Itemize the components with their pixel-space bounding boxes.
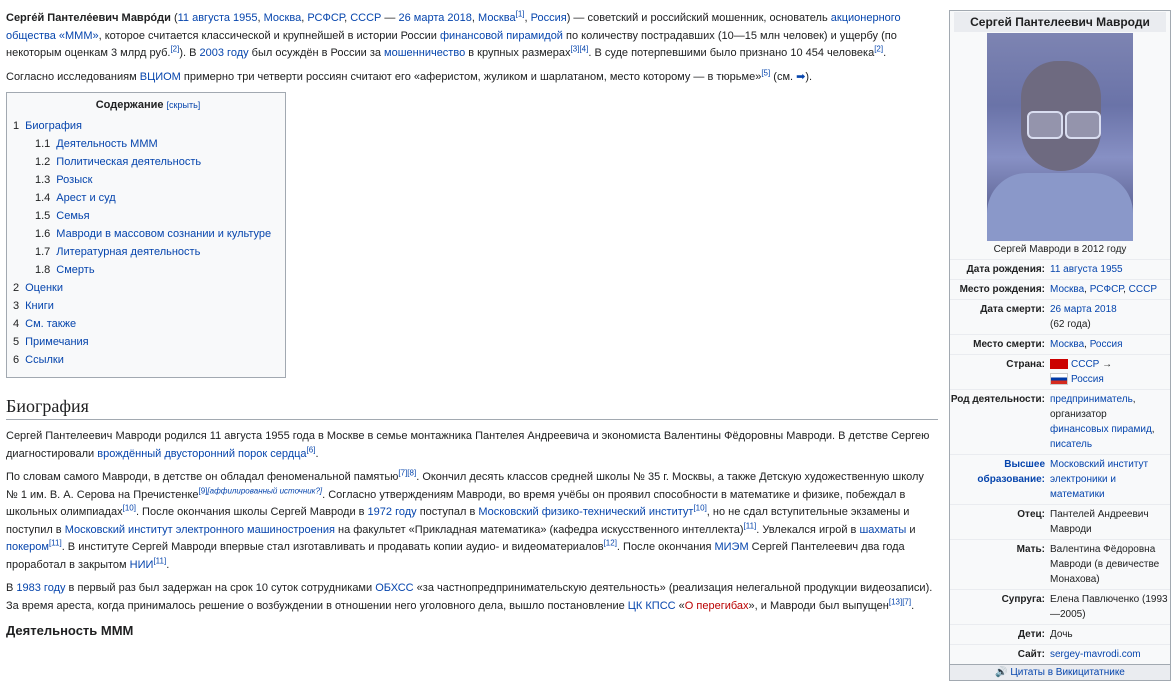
footnote-ref[interactable]: [7] xyxy=(902,596,912,606)
ussr-flag-icon xyxy=(1050,359,1068,369)
toc-item[interactable] xyxy=(13,171,283,189)
infobox-row xyxy=(950,279,1170,299)
toc-item-label: Оценки xyxy=(25,282,64,294)
toc-item[interactable] xyxy=(13,225,283,243)
text-run: . Согласно утверждениям Мавроди, во время учёбы он проявил способности в математике и физике, побеждал в школьных олимпиадах xyxy=(6,488,906,518)
wikiquote-link[interactable] xyxy=(950,664,1170,680)
toc-item-label: Мавроди в массовом сознании и культуре xyxy=(56,228,272,240)
inline-link[interactable]: врождённый двусторонний порок сердца xyxy=(97,447,307,460)
text-run: « xyxy=(675,599,685,612)
text-run: и xyxy=(906,523,916,536)
toc-item-number: 1.8 xyxy=(35,264,51,276)
toc-item[interactable] xyxy=(13,207,283,225)
text-run: (см. xyxy=(770,70,797,83)
infobox-row-value xyxy=(1050,507,1168,537)
bio-paragraph-3 xyxy=(6,580,938,615)
russia-flag-icon xyxy=(1050,373,1068,385)
footnote-ref[interactable]: [1] xyxy=(515,9,525,19)
toc-item[interactable] xyxy=(13,135,283,153)
text-run: . В суде потерпевшими было признано 10 454 человека xyxy=(588,47,875,59)
text-run: . xyxy=(166,558,170,571)
infobox-title: Сергей Пантелеевич Мавроди xyxy=(954,12,1166,32)
toc-item-label: Семья xyxy=(56,210,90,222)
footnote-ref[interactable]: [9] xyxy=(198,485,208,495)
text-run: (62 года) xyxy=(1050,319,1091,330)
footnote-ref[interactable]: [12] xyxy=(603,538,617,548)
toc-item-label: Розыск xyxy=(56,174,93,186)
text-run: , xyxy=(524,12,531,24)
text-run: ). В xyxy=(179,47,200,59)
toc-item-number: 3 xyxy=(13,300,20,312)
text-run: В xyxy=(6,582,17,594)
toc-item[interactable] xyxy=(13,333,283,351)
text-run: Сергей Пантелеевич Мавроди родился 11 августа 1955 года в Москве в семье монтажника Пантелея Андреевича и экономиста Валентины Фёдоровны Мавроди. В детстве Сергею диагностировали xyxy=(6,430,930,460)
toc-item-number: 1 xyxy=(13,120,20,132)
infobox-row-value xyxy=(1050,357,1168,387)
inline-link[interactable]: РСФСР xyxy=(1089,284,1124,295)
infobox-row-value xyxy=(1050,282,1168,297)
footnote-ref[interactable]: [11] xyxy=(48,538,62,548)
lead-paragraph-2 xyxy=(6,69,938,87)
toc-item[interactable] xyxy=(13,117,283,135)
infobox-row xyxy=(950,624,1170,644)
text-run: Пантелей Андреевич Мавроди xyxy=(1050,509,1149,535)
infobox-row-label: Сайт: xyxy=(1017,649,1045,660)
infobox-row xyxy=(950,504,1170,539)
infobox-row xyxy=(950,454,1170,504)
infobox-row-label: Место рождения: xyxy=(959,284,1045,295)
toc-item-label: Ссылки xyxy=(25,354,64,366)
toc-item[interactable] xyxy=(13,153,283,171)
inline-link[interactable]: О перегибах xyxy=(684,599,749,612)
text-run: , xyxy=(1084,339,1090,350)
inline-link[interactable]: шахматы xyxy=(859,523,907,536)
text-run: , xyxy=(257,12,264,24)
toc-item[interactable] xyxy=(13,315,283,333)
toc-item-number: 1.6 xyxy=(35,228,51,240)
footnote-ref[interactable]: [13] xyxy=(888,596,903,606)
footnote-ref[interactable]: [5] xyxy=(761,67,771,77)
footnote-ref[interactable]: [10] xyxy=(122,503,136,513)
text-run: в крупных размерах xyxy=(465,47,571,59)
inline-link[interactable]: sergey-mavrodi.com xyxy=(1050,649,1141,660)
text-run: поступал в xyxy=(416,506,479,518)
text-run: , xyxy=(1132,394,1136,405)
toc-item[interactable] xyxy=(13,279,283,297)
text-run: Елена Павлюченко (1993—2005) xyxy=(1050,594,1168,620)
bio-paragraph-1 xyxy=(6,428,938,463)
bio-paragraph-2 xyxy=(6,469,938,574)
text-run: ). xyxy=(805,70,813,83)
inline-link[interactable]: 26 марта 2018 xyxy=(398,12,472,24)
footnote-ref[interactable]: [2] xyxy=(874,44,884,54)
infobox-row-label: Дата смерти: xyxy=(980,304,1045,315)
inline-link[interactable]: мошенничество xyxy=(384,47,466,59)
text-run: , которое считается классической и крупнейшей в истории России xyxy=(98,29,440,42)
inline-link[interactable]: Москва xyxy=(263,12,302,24)
inline-link[interactable]: Московский физико-технический институт xyxy=(478,506,694,518)
toc-item-label: Политическая деятельность xyxy=(56,156,202,168)
inline-link[interactable]: НИИ xyxy=(129,558,154,571)
text-run: , xyxy=(471,12,479,24)
text-run: . Окончил десять классов средней школы № 35 г. Москвы, а также Детскую художественную школу № 1 им. В. А. Серова на Пречистенке xyxy=(6,471,924,501)
inline-link[interactable]: Россия xyxy=(1071,374,1104,385)
inline-link[interactable]: Москва xyxy=(478,12,516,24)
text-run: . Увлекался игрой в xyxy=(756,523,860,536)
lead-paragraph-1 xyxy=(6,10,938,63)
infobox-row-label: Дата рождения: xyxy=(966,264,1045,275)
toc-header xyxy=(13,99,283,111)
text-run: по количеству пострадавших (10—15 млн человек) и ущербу (по некоторым оценкам 3 млрд руб. xyxy=(6,29,897,59)
text-run: , xyxy=(1151,424,1155,435)
infobox-row-value xyxy=(1050,337,1168,352)
text-run: . В институте Сергей Мавроди впервые стал изготавливать и продавать копии аудио- и видеоматериалов xyxy=(61,541,604,553)
text-run: . После окончания xyxy=(616,541,715,553)
infobox-row-label: Супруга: xyxy=(1001,594,1045,605)
infobox-row-label: Страна: xyxy=(1006,359,1045,370)
toc-item[interactable] xyxy=(13,297,283,315)
text-run: Валентина Фёдоровна Мавроди (в девичестве Монахова) xyxy=(1050,544,1160,585)
inline-link[interactable]: Россия xyxy=(1089,339,1123,350)
toc-item-label: Арест и суд xyxy=(56,192,116,204)
text-run: ( xyxy=(170,12,178,24)
footnote-ref[interactable]: [3] xyxy=(570,44,580,54)
table-of-contents xyxy=(6,92,286,378)
toc-item[interactable] xyxy=(13,261,283,279)
text-run: . xyxy=(315,447,319,460)
toc-list xyxy=(13,117,283,369)
text-run: , xyxy=(1123,284,1129,295)
toc-item[interactable] xyxy=(13,351,283,369)
infobox-row-label: Род деятельности: xyxy=(950,394,1045,405)
infobox-row-value xyxy=(1050,647,1168,662)
text-run: примерно три четверти россиян считают его «аферистом, жуликом и шарлатаном, место которому — в тюрьме» xyxy=(180,70,762,83)
inline-link[interactable]: покером xyxy=(6,541,49,553)
infobox-row-label[interactable]: Высшее образование: xyxy=(977,459,1045,485)
bold-text: Серге́й Пантеле́евич Мавро́ди xyxy=(6,12,171,24)
text-run: , xyxy=(1084,284,1090,295)
inline-link[interactable]: 1972 году xyxy=(367,506,417,518)
toc-item-number: 1.7 xyxy=(35,246,51,258)
toc-item[interactable] xyxy=(13,189,283,207)
text-run: По словам самого Мавроди, в детстве он обладал феноменальной памятью xyxy=(6,471,399,483)
footnote-ref[interactable]: [аффилированный источник?] xyxy=(207,485,323,495)
inline-link[interactable]: Москва xyxy=(1050,284,1085,295)
inline-link[interactable]: 26 марта 2018 xyxy=(1050,304,1117,315)
inline-link[interactable]: СССР xyxy=(1071,359,1100,370)
infobox-row-value xyxy=(1050,392,1168,452)
inline-link[interactable]: ВЦИОМ xyxy=(139,70,181,83)
infobox-row-value xyxy=(1050,262,1168,277)
toc-item-number: 1.1 xyxy=(35,138,51,150)
text-run: ) — советский и российский мошенник, основатель xyxy=(566,12,831,24)
inline-link[interactable]: МИЭМ xyxy=(714,541,749,553)
toc-item-label: Деятельность МММ xyxy=(56,138,158,150)
toc-item-label: Книги xyxy=(25,300,54,312)
inline-link[interactable]: 2003 году xyxy=(199,47,249,59)
text-run: в первый раз был задержан на срок 10 суток сотрудниками xyxy=(65,582,376,594)
toc-item-label: Смерть xyxy=(56,264,95,276)
footnote-ref[interactable]: [6] xyxy=(306,444,316,454)
toc-item-number: 1.2 xyxy=(35,156,51,168)
infobox-row xyxy=(950,389,1170,454)
text-run: был осуждён в России за xyxy=(248,47,385,59)
wikiquote-label: Цитаты в Викицитатнике xyxy=(1010,667,1125,678)
toc-item-label: См. также xyxy=(25,318,77,330)
text-run: , но не сдал вступительные экзамены и поступил в xyxy=(6,506,910,536)
infobox-row-label: Дети: xyxy=(1017,629,1045,640)
inline-link[interactable]: 11 августа 1955 xyxy=(1050,264,1123,275)
footnote-ref[interactable]: [11] xyxy=(743,520,757,530)
inline-link[interactable]: писатель xyxy=(1050,439,1093,450)
text-run: Согласно исследованиям xyxy=(6,70,140,83)
infobox-row-value xyxy=(1050,457,1168,502)
inline-link[interactable]: ➡ xyxy=(796,70,806,83)
text-run: → xyxy=(1099,359,1113,370)
section-heading-biography: Биография xyxy=(6,396,938,420)
photo-shirt xyxy=(987,173,1133,241)
infobox-row-label: Мать: xyxy=(1016,544,1045,555)
infobox xyxy=(949,10,1171,681)
infobox-row xyxy=(950,299,1170,334)
toc-item-number: 1.5 xyxy=(35,210,51,222)
toc-hide-link[interactable]: [скрыть] xyxy=(166,100,201,110)
inline-link[interactable]: предприниматель xyxy=(1050,394,1133,405)
infobox-row-value xyxy=(1050,302,1168,332)
inline-link[interactable]: РСФСР xyxy=(307,12,345,24)
portrait-photo[interactable] xyxy=(987,33,1133,241)
footnote-ref[interactable]: [4] xyxy=(579,44,589,54)
text-run: Дочь xyxy=(1050,629,1073,640)
infobox-row-label: Отец: xyxy=(1017,509,1045,520)
infobox-row xyxy=(950,354,1170,389)
toc-item-number: 1.4 xyxy=(35,192,51,204)
footnote-ref[interactable]: [10] xyxy=(693,503,707,513)
toc-item-label: Литературная деятельность xyxy=(56,246,201,258)
text-run: Сергей Пантелеевич два года проработал в закрытом xyxy=(6,541,905,571)
infobox-row-value xyxy=(1050,592,1168,622)
inline-link[interactable]: СССР xyxy=(1128,284,1157,295)
text-run: , xyxy=(344,12,351,24)
inline-link[interactable]: 11 августа 1955 xyxy=(177,12,258,24)
infobox-row-value xyxy=(1050,542,1168,587)
toc-item-number: 5 xyxy=(13,336,20,348)
toc-item[interactable] xyxy=(13,243,283,261)
footnote-ref[interactable]: [8] xyxy=(407,468,417,478)
infobox-row-value xyxy=(1050,627,1168,642)
toc-title: Содержание xyxy=(95,99,164,111)
subsection-heading-mmm: Деятельность МММ xyxy=(6,623,134,638)
inline-link[interactable]: Московский институт электроники и математики xyxy=(1050,459,1149,500)
photo-glasses-right xyxy=(1065,111,1101,139)
toc-item-number: 2 xyxy=(13,282,20,294)
infobox-rows xyxy=(950,259,1170,664)
text-run: — xyxy=(381,12,399,24)
infobox-row-label: Место смерти: xyxy=(973,339,1045,350)
inline-link[interactable]: ОБХСС xyxy=(375,582,414,594)
text-run: . xyxy=(883,47,887,59)
inline-link[interactable]: акционерного общества «МММ» xyxy=(6,12,901,42)
toc-item-label: Примечания xyxy=(25,336,89,348)
toc-item-label: Биография xyxy=(25,120,83,132)
infobox-row xyxy=(950,259,1170,279)
inline-link[interactable]: СССР xyxy=(350,12,382,24)
inline-link[interactable]: финансовых пирамид xyxy=(1050,424,1152,435)
article-content xyxy=(6,10,938,638)
footnote-ref[interactable]: [11] xyxy=(153,555,167,565)
footnote-ref[interactable]: [2] xyxy=(170,44,180,54)
text-run: «за частнопредпринимательскую деятельность» (реализация нелегальной продукции видеозаписи). За время ареста, когда принималось решение о возбуждении в отношении него уголовного дела, вышло постановление xyxy=(6,582,933,612)
text-run: на факультет «Прикладная математика» (кафедра искусственного интеллекта) xyxy=(334,523,744,536)
inline-link[interactable]: финансовой пирамидой xyxy=(439,29,563,42)
infobox-row xyxy=(950,334,1170,354)
text-run: . xyxy=(911,599,915,612)
footnote-ref[interactable]: [7] xyxy=(398,468,408,478)
infobox-row xyxy=(950,539,1170,589)
inline-link[interactable]: Москва xyxy=(1050,339,1085,350)
text-run: , xyxy=(301,12,308,24)
infobox-row xyxy=(950,644,1170,664)
photo-glasses-left xyxy=(1027,111,1063,139)
text-run: . После окончания школы Сергей Мавроди в xyxy=(135,506,368,518)
text-run: организатор xyxy=(1050,409,1107,420)
text-run: », и Мавроди был выпущен xyxy=(748,599,889,612)
inline-link[interactable]: Московский институт электронного машиностроения xyxy=(64,523,335,536)
photo-caption: Сергей Мавроди в 2012 году xyxy=(993,244,1127,255)
inline-link[interactable]: Россия xyxy=(530,12,567,24)
toc-item-number: 1.3 xyxy=(35,174,51,186)
inline-link[interactable]: 1983 году xyxy=(16,582,66,594)
inline-link[interactable]: ЦК КПСС xyxy=(627,599,676,612)
toc-item-number: 6 xyxy=(13,354,20,366)
speaker-icon: 🔊 xyxy=(995,667,1008,678)
toc-item-number: 4 xyxy=(13,318,20,330)
infobox-row xyxy=(950,589,1170,624)
